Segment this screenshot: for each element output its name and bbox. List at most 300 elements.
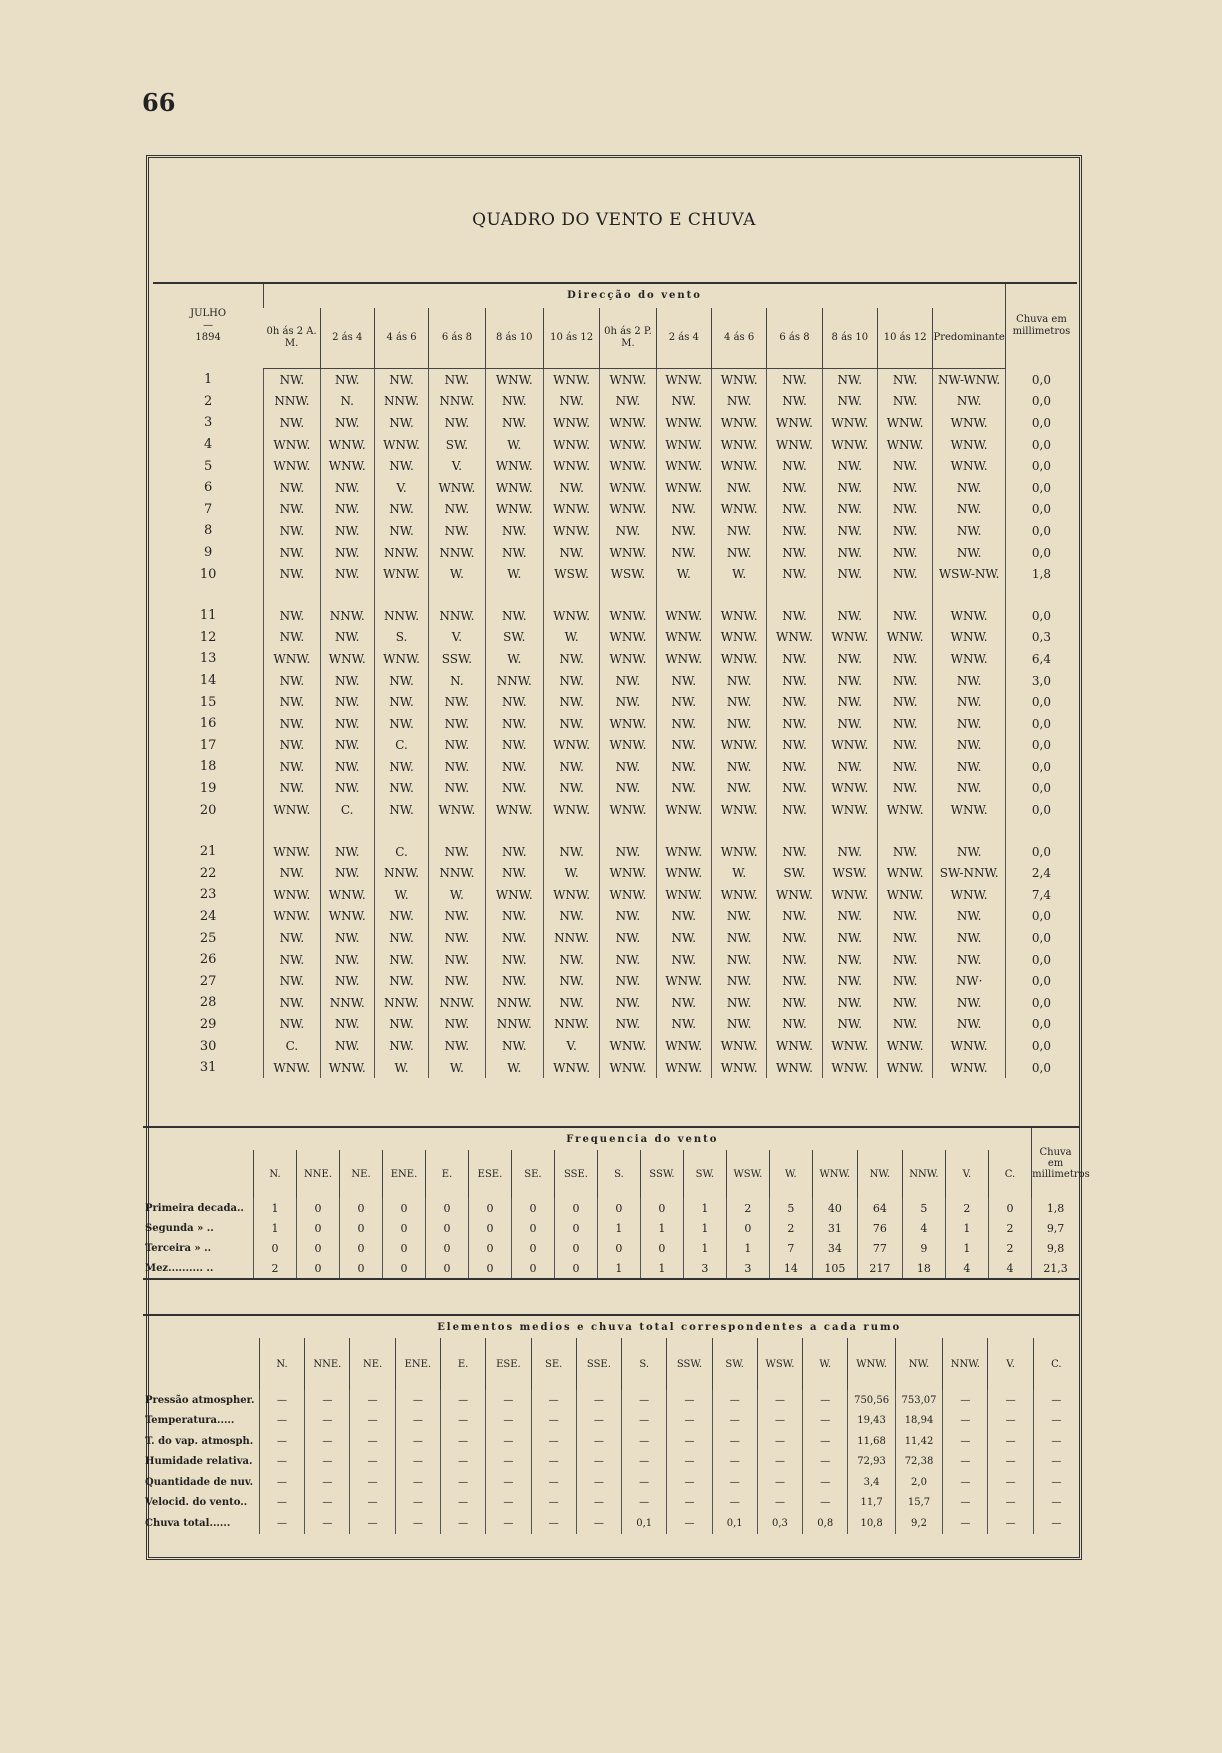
wind-direction-cell: NW.	[656, 691, 711, 713]
day-number: 28	[199, 995, 217, 1011]
rain-cell: 2,4	[1005, 862, 1077, 884]
means-cell: —	[350, 1390, 395, 1411]
means-cell: —	[667, 1411, 712, 1432]
means-cell: —	[576, 1411, 621, 1432]
wind-direction-cell: NW.	[878, 648, 933, 670]
row-label: Velocid. do vento..	[145, 1497, 248, 1509]
wind-direction-cell: NW.	[543, 670, 599, 692]
means-cell: —	[305, 1411, 350, 1432]
means-cell: —	[531, 1452, 576, 1473]
hour-header: 4 ás 6	[374, 308, 428, 369]
day-number: 1	[203, 372, 213, 388]
wind-direction-cell: NW.	[374, 499, 428, 521]
wind-direction-cell: NW.	[320, 563, 374, 585]
wind-direction-cell: NW.	[374, 670, 428, 692]
gap-cell	[822, 821, 877, 841]
means-cell: —	[1033, 1411, 1079, 1432]
means-cell: 0,3	[757, 1513, 802, 1534]
frequency-cell: 1	[683, 1238, 726, 1258]
wind-direction-cell: NW.	[485, 391, 543, 413]
wind-direction-cell: WNW.	[600, 369, 656, 391]
wind-direction-cell: WNW.	[711, 605, 766, 627]
means-cell: —	[803, 1493, 848, 1514]
wind-direction-cell: NW.	[711, 778, 766, 800]
table-row	[153, 542, 1077, 564]
wind-direction-cell: WNW.	[711, 884, 766, 906]
frequency-cell: 1	[254, 1218, 297, 1238]
frequency-cell: 0	[383, 1238, 426, 1258]
wind-direction-cell: NW.	[767, 691, 822, 713]
direction-header: V.	[945, 1150, 988, 1198]
wind-direction-cell: W.	[543, 862, 599, 884]
gap-cell	[600, 585, 656, 605]
means-cell: —	[531, 1411, 576, 1432]
wind-direction-cell: NW.	[767, 455, 822, 477]
wind-direction-cell: NW.	[878, 970, 933, 992]
direction-header: WNW.	[848, 1338, 895, 1390]
wind-direction-cell: NW.	[878, 391, 933, 413]
means-cell: —	[712, 1452, 757, 1473]
rain-cell: 0,0	[1005, 477, 1077, 499]
wind-direction-cell: WNW.	[711, 369, 766, 391]
wind-direction-cell: NW.	[822, 927, 877, 949]
direction-header: NNE.	[305, 1338, 350, 1390]
frequency-cell: 0	[340, 1238, 383, 1258]
gap-cell	[711, 821, 766, 841]
wind-direction-cell: NNW.	[543, 927, 599, 949]
predominant-cell: NW.	[933, 542, 1006, 564]
wind-direction-cell: WNW.	[600, 884, 656, 906]
rain-cell: 7,4	[1005, 884, 1077, 906]
wind-direction-cell: WNW.	[600, 477, 656, 499]
frequency-cell: 31	[812, 1218, 857, 1238]
frequency-cell: 1	[597, 1218, 640, 1238]
wind-direction-cell: NW.	[264, 949, 320, 971]
means-cell: —	[531, 1472, 576, 1493]
predominant-cell: WSW-NW.	[933, 563, 1006, 585]
wind-direction-cell: NW.	[543, 756, 599, 778]
wind-direction-cell: WNW.	[656, 799, 711, 821]
means-cell: —	[622, 1411, 667, 1432]
wind-direction-cell: S.	[374, 627, 428, 649]
wind-direction-cell: WNW.	[822, 412, 877, 434]
wind-direction-cell: NW.	[878, 927, 933, 949]
wind-direction-cell: WNW.	[485, 455, 543, 477]
direction-header: NNW.	[943, 1338, 988, 1390]
frequency-cell: 0	[297, 1258, 340, 1279]
wind-direction-cell: NNW.	[374, 862, 428, 884]
wind-direction-cell: NW.	[429, 713, 485, 735]
rain-cell: 0,0	[1005, 499, 1077, 521]
wind-direction-cell: NW.	[711, 391, 766, 413]
rain-cell: 0,0	[1005, 455, 1077, 477]
predominant-cell: NW-WNW.	[933, 369, 1006, 391]
wind-direction-cell: NW.	[656, 906, 711, 928]
hour-header: 2 ás 4	[320, 308, 374, 369]
wind-direction-cell: WNW.	[656, 970, 711, 992]
gap-cell	[1005, 821, 1077, 841]
frequency-cell: 34	[812, 1238, 857, 1258]
row-label: Primeira decada..	[145, 1202, 244, 1214]
table-row	[143, 1513, 1079, 1534]
wind-direction-cell: WNW.	[543, 884, 599, 906]
wind-direction-cell: WNW.	[656, 1057, 711, 1079]
means-cell: —	[712, 1411, 757, 1432]
day-number: 12	[199, 629, 217, 645]
wind-direction-cell: NW.	[429, 778, 485, 800]
means-cell: —	[350, 1411, 395, 1432]
predominant-cell: NW.	[933, 670, 1006, 692]
frequency-header: Frequencia do vento	[566, 1133, 719, 1145]
wind-direction-cell: NW.	[264, 927, 320, 949]
wind-direction-cell: NW.	[878, 906, 933, 928]
wind-direction-cell: NW.	[711, 970, 766, 992]
wind-direction-cell: WNW.	[878, 1057, 933, 1079]
rain-cell: 0,0	[1005, 799, 1077, 821]
direction-header: C.	[988, 1150, 1031, 1198]
wind-direction-cell: WNW.	[878, 884, 933, 906]
means-cell: 9,2	[895, 1513, 942, 1534]
frequency-cell: 40	[812, 1198, 857, 1218]
wind-direction-cell: NW.	[320, 670, 374, 692]
wind-direction-cell: NNW.	[320, 992, 374, 1014]
wind-direction-cell: WNW.	[711, 841, 766, 863]
wind-direction-cell: NW.	[320, 927, 374, 949]
wind-direction-cell: NNW.	[374, 992, 428, 1014]
rain-cell: 1,8	[1032, 1198, 1079, 1218]
row-label: Pressão atmospher.	[145, 1394, 255, 1406]
wind-direction-cell: NNW.	[429, 862, 485, 884]
wind-direction-cell: WNW.	[656, 434, 711, 456]
wind-direction-cell: NW.	[711, 670, 766, 692]
day-number: 10	[199, 566, 217, 582]
wind-direction-cell: W.	[485, 1057, 543, 1079]
wind-direction-cell: NW.	[711, 756, 766, 778]
wind-direction-cell: NW.	[878, 499, 933, 521]
means-cell: —	[486, 1472, 531, 1493]
wind-direction-cell: NW.	[429, 735, 485, 757]
wind-direction-cell: NW.	[600, 391, 656, 413]
frequency-cell: 2	[988, 1238, 1031, 1258]
wind-direction-cell: NW.	[429, 520, 485, 542]
wind-direction-cell: NW.	[264, 713, 320, 735]
table-row	[143, 1198, 1079, 1218]
wind-direction-cell: NW.	[878, 713, 933, 735]
wind-direction-cell: NW.	[600, 1014, 656, 1036]
predominant-cell: NW.	[933, 713, 1006, 735]
wind-direction-cell: WNW.	[485, 799, 543, 821]
wind-direction-cell: WNW.	[711, 455, 766, 477]
wind-direction-cell: WNW.	[429, 477, 485, 499]
wind-direction-cell: NW.	[374, 520, 428, 542]
wind-direction-cell: NW.	[600, 778, 656, 800]
wind-direction-cell: SW.	[485, 627, 543, 649]
means-cell: —	[667, 1452, 712, 1473]
wind-direction-cell: NNW.	[543, 1014, 599, 1036]
rain-cell: 0,0	[1005, 756, 1077, 778]
means-cell: 750,56	[848, 1390, 895, 1411]
means-cell: —	[757, 1411, 802, 1432]
wind-direction-cell: WNW.	[878, 862, 933, 884]
decade-gap	[153, 821, 1077, 841]
wind-direction-cell: WNW.	[600, 412, 656, 434]
wind-direction-cell: NNW.	[429, 542, 485, 564]
wind-direction-cell: NW.	[656, 1014, 711, 1036]
wind-direction-cell: NW.	[543, 477, 599, 499]
wind-direction-cell: V.	[429, 627, 485, 649]
wind-direction-cell: NW.	[767, 499, 822, 521]
means-cell: 72,38	[895, 1452, 942, 1473]
means-table	[143, 1314, 1079, 1534]
table-row	[153, 756, 1077, 778]
wind-direction-cell: NW.	[320, 713, 374, 735]
wind-direction-cell: NW.	[767, 670, 822, 692]
wind-direction-cell: NW.	[374, 778, 428, 800]
table-row	[153, 735, 1077, 757]
hour-header: 8 ás 10	[485, 308, 543, 369]
means-cell: —	[1033, 1472, 1079, 1493]
wind-direction-cell: WNW.	[711, 1057, 766, 1079]
wind-direction-cell: WNW.	[711, 499, 766, 521]
frequency-cell: 1	[683, 1218, 726, 1238]
means-cell: —	[395, 1493, 440, 1514]
predominant-cell: NW.	[933, 1014, 1006, 1036]
wind-direction-cell: NW.	[878, 477, 933, 499]
wind-direction-cell: NW.	[429, 906, 485, 928]
wind-direction-cell: NW.	[374, 970, 428, 992]
wind-direction-cell: W.	[374, 884, 428, 906]
wind-direction-cell: NW.	[320, 862, 374, 884]
wind-direction-cell: NW.	[485, 927, 543, 949]
wind-direction-cell: WNW.	[878, 412, 933, 434]
wind-direction-cell: NW.	[878, 992, 933, 1014]
table-row	[143, 1472, 1079, 1493]
frequency-cell: 77	[857, 1238, 902, 1258]
gap-cell	[264, 821, 320, 841]
direction-header: E.	[426, 1150, 469, 1198]
wind-direction-cell: NW.	[374, 412, 428, 434]
means-cell: —	[305, 1390, 350, 1411]
wind-direction-cell: NW.	[767, 369, 822, 391]
day-number: 23	[199, 887, 217, 903]
wind-direction-cell: WNW.	[767, 434, 822, 456]
wind-direction-cell: WNW.	[374, 648, 428, 670]
direction-header: E.	[440, 1338, 485, 1390]
wind-direction-cell: NW.	[320, 756, 374, 778]
wind-direction-cell: NW.	[656, 756, 711, 778]
means-cell: —	[1033, 1452, 1079, 1473]
wind-direction-cell: W.	[543, 627, 599, 649]
frequency-cell: 0	[511, 1198, 554, 1218]
wind-direction-cell: NW.	[656, 391, 711, 413]
wind-direction-cell: WNW.	[600, 862, 656, 884]
means-cell: —	[1033, 1493, 1079, 1514]
hour-header: 8 ás 10	[822, 308, 877, 369]
wind-direction-cell: NW.	[656, 992, 711, 1014]
table-row	[153, 884, 1077, 906]
wind-direction-cell: WNW.	[656, 884, 711, 906]
day-number: 22	[199, 865, 217, 881]
wind-direction-cell: WNW.	[656, 627, 711, 649]
wind-direction-cell: NNW.	[374, 605, 428, 627]
rain-cell: 0,0	[1005, 691, 1077, 713]
wind-direction-cell: NNW.	[485, 670, 543, 692]
gap-cell	[822, 585, 877, 605]
rain-cell: 0,0	[1005, 1014, 1077, 1036]
hour-header: 0h ás 2 P. M.	[600, 308, 656, 369]
wind-direction-cell: WNW.	[485, 499, 543, 521]
gap-cell	[1005, 585, 1077, 605]
wind-direction-cell: NW.	[711, 691, 766, 713]
wind-direction-cell: NW.	[264, 412, 320, 434]
day-number: 18	[199, 759, 217, 775]
gap-cell	[485, 821, 543, 841]
frequency-cell: 2	[945, 1198, 988, 1218]
wind-direction-cell: NW.	[767, 520, 822, 542]
direction-header: SW.	[683, 1150, 726, 1198]
frequency-cell: 0	[468, 1198, 511, 1218]
means-cell: —	[988, 1493, 1033, 1514]
table-row	[153, 499, 1077, 521]
means-cell: —	[712, 1472, 757, 1493]
wind-direction-cell: WNW.	[264, 434, 320, 456]
wind-direction-cell: NW.	[485, 605, 543, 627]
wind-direction-cell: NW.	[485, 412, 543, 434]
means-cell: —	[486, 1411, 531, 1432]
frequency-cell: 1	[683, 1198, 726, 1218]
wind-direction-cell: WNW.	[600, 799, 656, 821]
means-cell: —	[757, 1390, 802, 1411]
rain-cell: 0,0	[1005, 391, 1077, 413]
means-cell: —	[350, 1513, 395, 1534]
gap-cell	[543, 585, 599, 605]
means-header: Elementos medios e chuva total correspondentes a cada rumo	[437, 1321, 902, 1333]
table-row	[153, 841, 1077, 863]
wind-direction-cell: NW.	[656, 713, 711, 735]
frequency-cell: 1	[726, 1238, 769, 1258]
rain-header	[1005, 283, 1077, 369]
frequency-cell: 5	[769, 1198, 812, 1218]
wind-direction-cell: NW.	[822, 605, 877, 627]
wind-direction-cell: NW.	[600, 906, 656, 928]
wind-direction-cell: WNW.	[767, 627, 822, 649]
predominant-cell: WNW.	[933, 605, 1006, 627]
means-body	[143, 1390, 1079, 1534]
wind-direction-cell: WNW.	[656, 648, 711, 670]
frequency-cell: 18	[902, 1258, 945, 1279]
predominant-cell: WNW.	[933, 799, 1006, 821]
row-label: Humidade relativa.	[145, 1456, 253, 1468]
day-number: 6	[203, 480, 213, 496]
row-label: Temperatura.....	[145, 1415, 235, 1427]
means-cell: —	[486, 1493, 531, 1514]
direction-header: NW.	[857, 1150, 902, 1198]
wind-direction-cell: WNW.	[656, 455, 711, 477]
means-cell: —	[1033, 1390, 1079, 1411]
wind-direction-cell: WNW.	[543, 799, 599, 821]
table-row	[153, 713, 1077, 735]
table-row	[143, 1431, 1079, 1452]
wind-direction-cell: NW.	[264, 970, 320, 992]
predominant-cell: SW-NNW.	[933, 862, 1006, 884]
frequency-cell: 64	[857, 1198, 902, 1218]
frequency-cell: 1	[640, 1258, 683, 1279]
wind-direction-cell: NW.	[543, 691, 599, 713]
wind-direction-cell: WNW.	[485, 884, 543, 906]
wind-direction-cell: NW.	[600, 691, 656, 713]
table-row	[143, 1390, 1079, 1411]
wind-direction-cell: WNW.	[429, 799, 485, 821]
means-cell: —	[757, 1431, 802, 1452]
frequency-cell: 0	[426, 1218, 469, 1238]
wind-direction-cell: NW.	[767, 970, 822, 992]
wind-direction-cell: NNW.	[485, 1014, 543, 1036]
wind-direction-cell: NW.	[485, 713, 543, 735]
wind-direction-cell: WNW.	[600, 1057, 656, 1079]
rain-cell: 0,0	[1005, 906, 1077, 928]
wind-direction-cell: NW.	[878, 691, 933, 713]
table-row	[143, 1238, 1079, 1258]
direction-header: SSE.	[576, 1338, 621, 1390]
means-cell: —	[988, 1452, 1033, 1473]
rain-cell: 0,3	[1005, 627, 1077, 649]
frequency-cell: 0	[383, 1258, 426, 1279]
wind-direction-cell: SSW.	[429, 648, 485, 670]
wind-direction-cell: NW.	[767, 949, 822, 971]
row-label: Mez.......... ..	[145, 1262, 214, 1274]
hour-header: 10 ás 12	[543, 308, 599, 369]
table-row	[153, 627, 1077, 649]
wind-direction-cell: NNW.	[485, 992, 543, 1014]
wind-direction-cell: WNW.	[822, 627, 877, 649]
means-cell: —	[943, 1431, 988, 1452]
frequency-cell: 0	[554, 1198, 597, 1218]
wind-direction-cell: WNW.	[600, 713, 656, 735]
direction-header: C.	[1033, 1338, 1079, 1390]
means-cell: —	[757, 1472, 802, 1493]
wind-direction-cell: NW.	[320, 369, 374, 391]
wind-direction-cell: NW.	[767, 841, 822, 863]
wind-direction-cell: NW.	[767, 906, 822, 928]
wind-direction-cell: NW.	[264, 756, 320, 778]
wind-direction-cell: NW.	[878, 756, 933, 778]
rain-cell: 0,0	[1005, 412, 1077, 434]
wind-direction-cell: NW.	[264, 691, 320, 713]
means-cell: —	[350, 1452, 395, 1473]
frequency-cell: 0	[254, 1238, 297, 1258]
wind-direction-cell: WNW.	[711, 412, 766, 434]
wind-direction-cell: WNW.	[711, 735, 766, 757]
wind-direction-cell: WNW.	[878, 1035, 933, 1057]
table-row	[153, 1014, 1077, 1036]
wind-direction-cell: WNW.	[656, 1035, 711, 1057]
direction-header: NNE.	[297, 1150, 340, 1198]
means-cell: 18,94	[895, 1411, 942, 1432]
rain-header-label: Chuva em millimetros	[1012, 314, 1071, 338]
wind-direction-cell: WNW.	[767, 412, 822, 434]
gap-cell	[656, 585, 711, 605]
day-number: 11	[199, 608, 217, 624]
wind-direction-cell: NW.	[878, 563, 933, 585]
wind-direction-cell: NW.	[822, 520, 877, 542]
wind-direction-cell: NNW.	[429, 992, 485, 1014]
frequency-cell: 105	[812, 1258, 857, 1279]
means-cell: —	[757, 1452, 802, 1473]
day-number: 17	[199, 737, 217, 753]
predominant-cell: NW.	[933, 756, 1006, 778]
wind-direction-cell: NW.	[374, 949, 428, 971]
frequency-cell: 1	[254, 1198, 297, 1218]
